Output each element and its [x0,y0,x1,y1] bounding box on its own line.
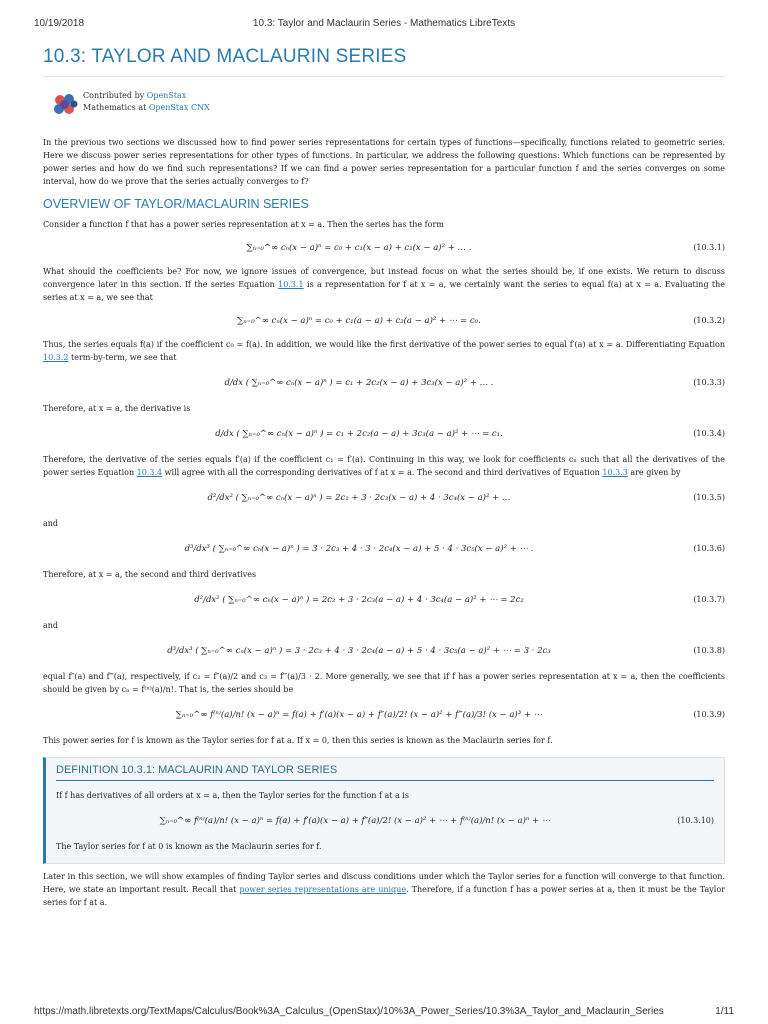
equation-number: (10.3.4) [693,429,725,438]
section-title: OVERVIEW OF TAYLOR/MACLAURIN SERIES [43,197,309,211]
closing-paragraph [43,870,725,909]
print-page-number: 1/11 [715,1006,734,1017]
equation-formula: ∑ₙ₌₀^∞ f⁽ⁿ⁾(a)/n! (x − a)ⁿ = f(a) + f′(a)(x − a) + f″(a)/2! (x − a)² + f‴(a)/3! (x − a)³ + ⋯ [175,710,543,720]
openstax-link[interactable]: OpenStax [146,91,187,100]
paragraph-8: This power series for f is known as the Taylor series for f at a. If x = 0, then this series is known as the Maclaurin series for f. [43,736,553,745]
equation-link[interactable]: 10.3.1 [278,280,304,289]
equation-formula: d³/dx³ ( ∑ₙ₌₀^∞ cₙ(x − a)ⁿ ) = 3 · 2c₃ + 4 · 3 · 2c₄(x − a) + 5 · 4 · 3c₅(x − a)² + ⋯ . [184,544,534,554]
paragraph-text: Later in this section, we will show examples of finding Taylor series and discuss conditions under which the Taylor series for a function will converge to that function. Here, we state an important result. Recall that [43,872,725,894]
paragraph-2 [43,265,725,304]
equation-number: (10.3.1) [693,243,725,252]
power-series-unique-link[interactable]: power series representations are unique [239,885,407,894]
paragraph-4: Therefore, at x = a, the derivative is [43,404,191,413]
paragraph-text: will agree with all the corresponding derivatives of f at x = a. The second and third derivatives of Equation [162,468,603,477]
equation-formula: ∑ₙ₌₀^∞ cₙ(x − a)ⁿ = c₀ + c₁(a − a) + c₂(a − a)² + ⋯ = c₀. [237,316,481,326]
print-doc-title: 10.3: Taylor and Maclaurin Series - Mathematics LibreTexts [252,18,516,29]
paragraph-text: is a representation for f at x = a, we certainly want the series to equal f(a) at x = a. Evaluating the series at x = a, we see that [43,280,725,302]
page-title: 10.3: TAYLOR AND MACLAURIN SERIES [43,40,725,77]
equation-formula: ∑ₙ₌₀^∞ f⁽ⁿ⁾(a)/n! (x − a)ⁿ = f(a) + f′(a)(x − a) + f″(a)/2! (x − a)² + ⋯ + f⁽ⁿ⁾(a)/n! (x − a)ⁿ + ⋯ [159,816,551,826]
equation-formula: ∑ₙ₌₀^∞ cₙ(x − a)ⁿ = c₀ + c₁(x − a) + c₂(x − a)² + … . [246,243,472,253]
paragraph-6: Therefore, at x = a, the second and third derivatives [43,570,257,579]
paragraph-text: What should the coefficients be? For now, we ignore issues of convergence, but instead focus on what the series should be, if one exists. We return to discuss convergence later in this section. If the series Equation [43,267,725,289]
article-content [43,40,725,909]
equation-formula: d²/dx² ( ∑ₙ₌₀^∞ cₙ(x − a)ⁿ ) = 2c₂ + 3 · 2c₃(x − a) + 4 · 3c₄(x − a)² + … [207,493,511,503]
contributed-by-label: Contributed by [83,91,145,100]
equation-number: (10.3.5) [693,493,725,502]
equation-10-3-8 [43,632,725,670]
equation-number: (10.3.9) [693,710,725,719]
paragraph-text: Thus, the series equals f(a) if the coefficient c₀ = f(a). In addition, we would like the first derivative of the power series to equal f′(a) at x = a. Differentiating Equation [43,340,725,349]
equation-number: (10.3.8) [693,646,725,655]
equation-formula: d²/dx² ( ∑ₙ₌₀^∞ cₙ(x − a)ⁿ ) = 2c₂ + 3 · 2c₃(a − a) + 4 · 3c₄(a − a)² + ⋯ = 2c₂ [194,595,524,605]
intro-paragraph: In the previous two sections we discussed how to find power series representations for certain types of functions—specifically, functions related to geometric series. Here we discuss power series representations for other types of functions. In particular, we address the following questions: Which functions can be represented by power series and how do we find such representations? If we can find a power series representation for a particular function f and the series converges on some interval, how do we prove that the series actually converges to f? [43,138,725,186]
print-header [34,18,734,32]
equation-number: (10.3.2) [693,316,725,325]
definition-title: DEFINITION 10.3.1: MACLAURIN AND TAYLOR SERIES [56,764,714,781]
paragraph-1: Consider a function f that has a power series representation at x = a. Then the series has the form [43,220,444,229]
and-paragraph: and [43,621,59,630]
print-footer [34,1006,734,1020]
paragraph-5 [43,453,725,479]
openstax-cnx-link[interactable]: OpenStax CNX [148,103,210,112]
paragraph-text: . Therefore, if a function f has a power series at a, then it must be the Taylor series for f at a. [43,885,726,907]
definition-outro: The Taylor series for f at 0 is known as the Maclaurin series for f. [56,842,322,851]
equation-number: (10.3.6) [693,544,725,553]
equation-link[interactable]: 10.3.4 [136,468,163,477]
contributor-text [83,90,210,114]
equation-formula: d³/dx³ ( ∑ₙ₌₀^∞ cₙ(x − a)ⁿ ) = 3 · 2c₃ + 4 · 3 · 2c₄(a − a) + 5 · 4 · 3c₅(a − a)² + ⋯ = 3 · 2c₃ [167,646,551,656]
openstax-logo-icon [51,91,79,119]
equation-10-3-4 [43,415,725,453]
paragraph-3 [43,338,725,364]
definition-intro: If f has derivatives of all orders at x = a, then the Taylor series for the function f at a is [56,791,409,800]
equation-10-3-3 [43,364,725,402]
equation-10-3-10 [56,802,714,840]
paragraph-text: term-by-term, we see that [68,353,177,362]
paragraph-7: equal f″(a) and f‴(a), respectively, if c₂ = f″(a)/2 and c₃ = f‴(a)/3 · 2. More generally, we see that if f has a power series representation at x = a, then the coefficients should be given by cₙ = f⁽ⁿ⁾(a)/n!. That is, the series should be [43,672,725,694]
equation-10-3-7 [43,581,725,619]
print-date: 10/19/2018 [34,18,85,29]
equation-10-3-5 [43,479,725,517]
equation-formula: d/dx ( ∑ₙ₌₀^∞ cₙ(x − a)ⁿ ) = c₁ + 2c₂(a − a) + 3c₃(a − a)² + ⋯ = c₁. [215,429,503,439]
equation-link[interactable]: 10.3.2 [43,353,69,362]
equation-number: (10.3.10) [677,816,714,825]
equation-formula: d/dx ( ∑ₙ₌₀^∞ cₙ(x − a)ⁿ ) = c₁ + 2c₂(x − a) + 3c₃(x − a)² + … . [224,378,494,388]
equation-10-3-9 [43,696,725,734]
equation-link[interactable]: 10.3.3 [602,468,628,477]
equation-10-3-2 [43,304,725,338]
equation-10-3-6 [43,530,725,568]
and-paragraph: and [43,519,59,528]
paragraph-text: are given by [627,468,681,477]
equation-10-3-1 [43,231,725,265]
equation-number: (10.3.7) [693,595,725,604]
equation-number: (10.3.3) [693,378,725,387]
definition-box [43,757,725,864]
affiliation-label: Mathematics at [83,103,147,112]
paragraph-text: Therefore, the derivative of the series equals f′(a) if the coefficient c₁ = f′(a). Continuing in this way, we look for coefficients cₙ such that all the derivatives of the power series Equation [43,455,725,477]
print-url: https://math.libretexts.org/TextMaps/Calculus/Book%3A_Calculus_(OpenStax)/10%3A_Power_Series/10.3%3A_Taylor_and_Maclaurin_Series [34,1006,664,1017]
contributor-block [43,87,725,127]
